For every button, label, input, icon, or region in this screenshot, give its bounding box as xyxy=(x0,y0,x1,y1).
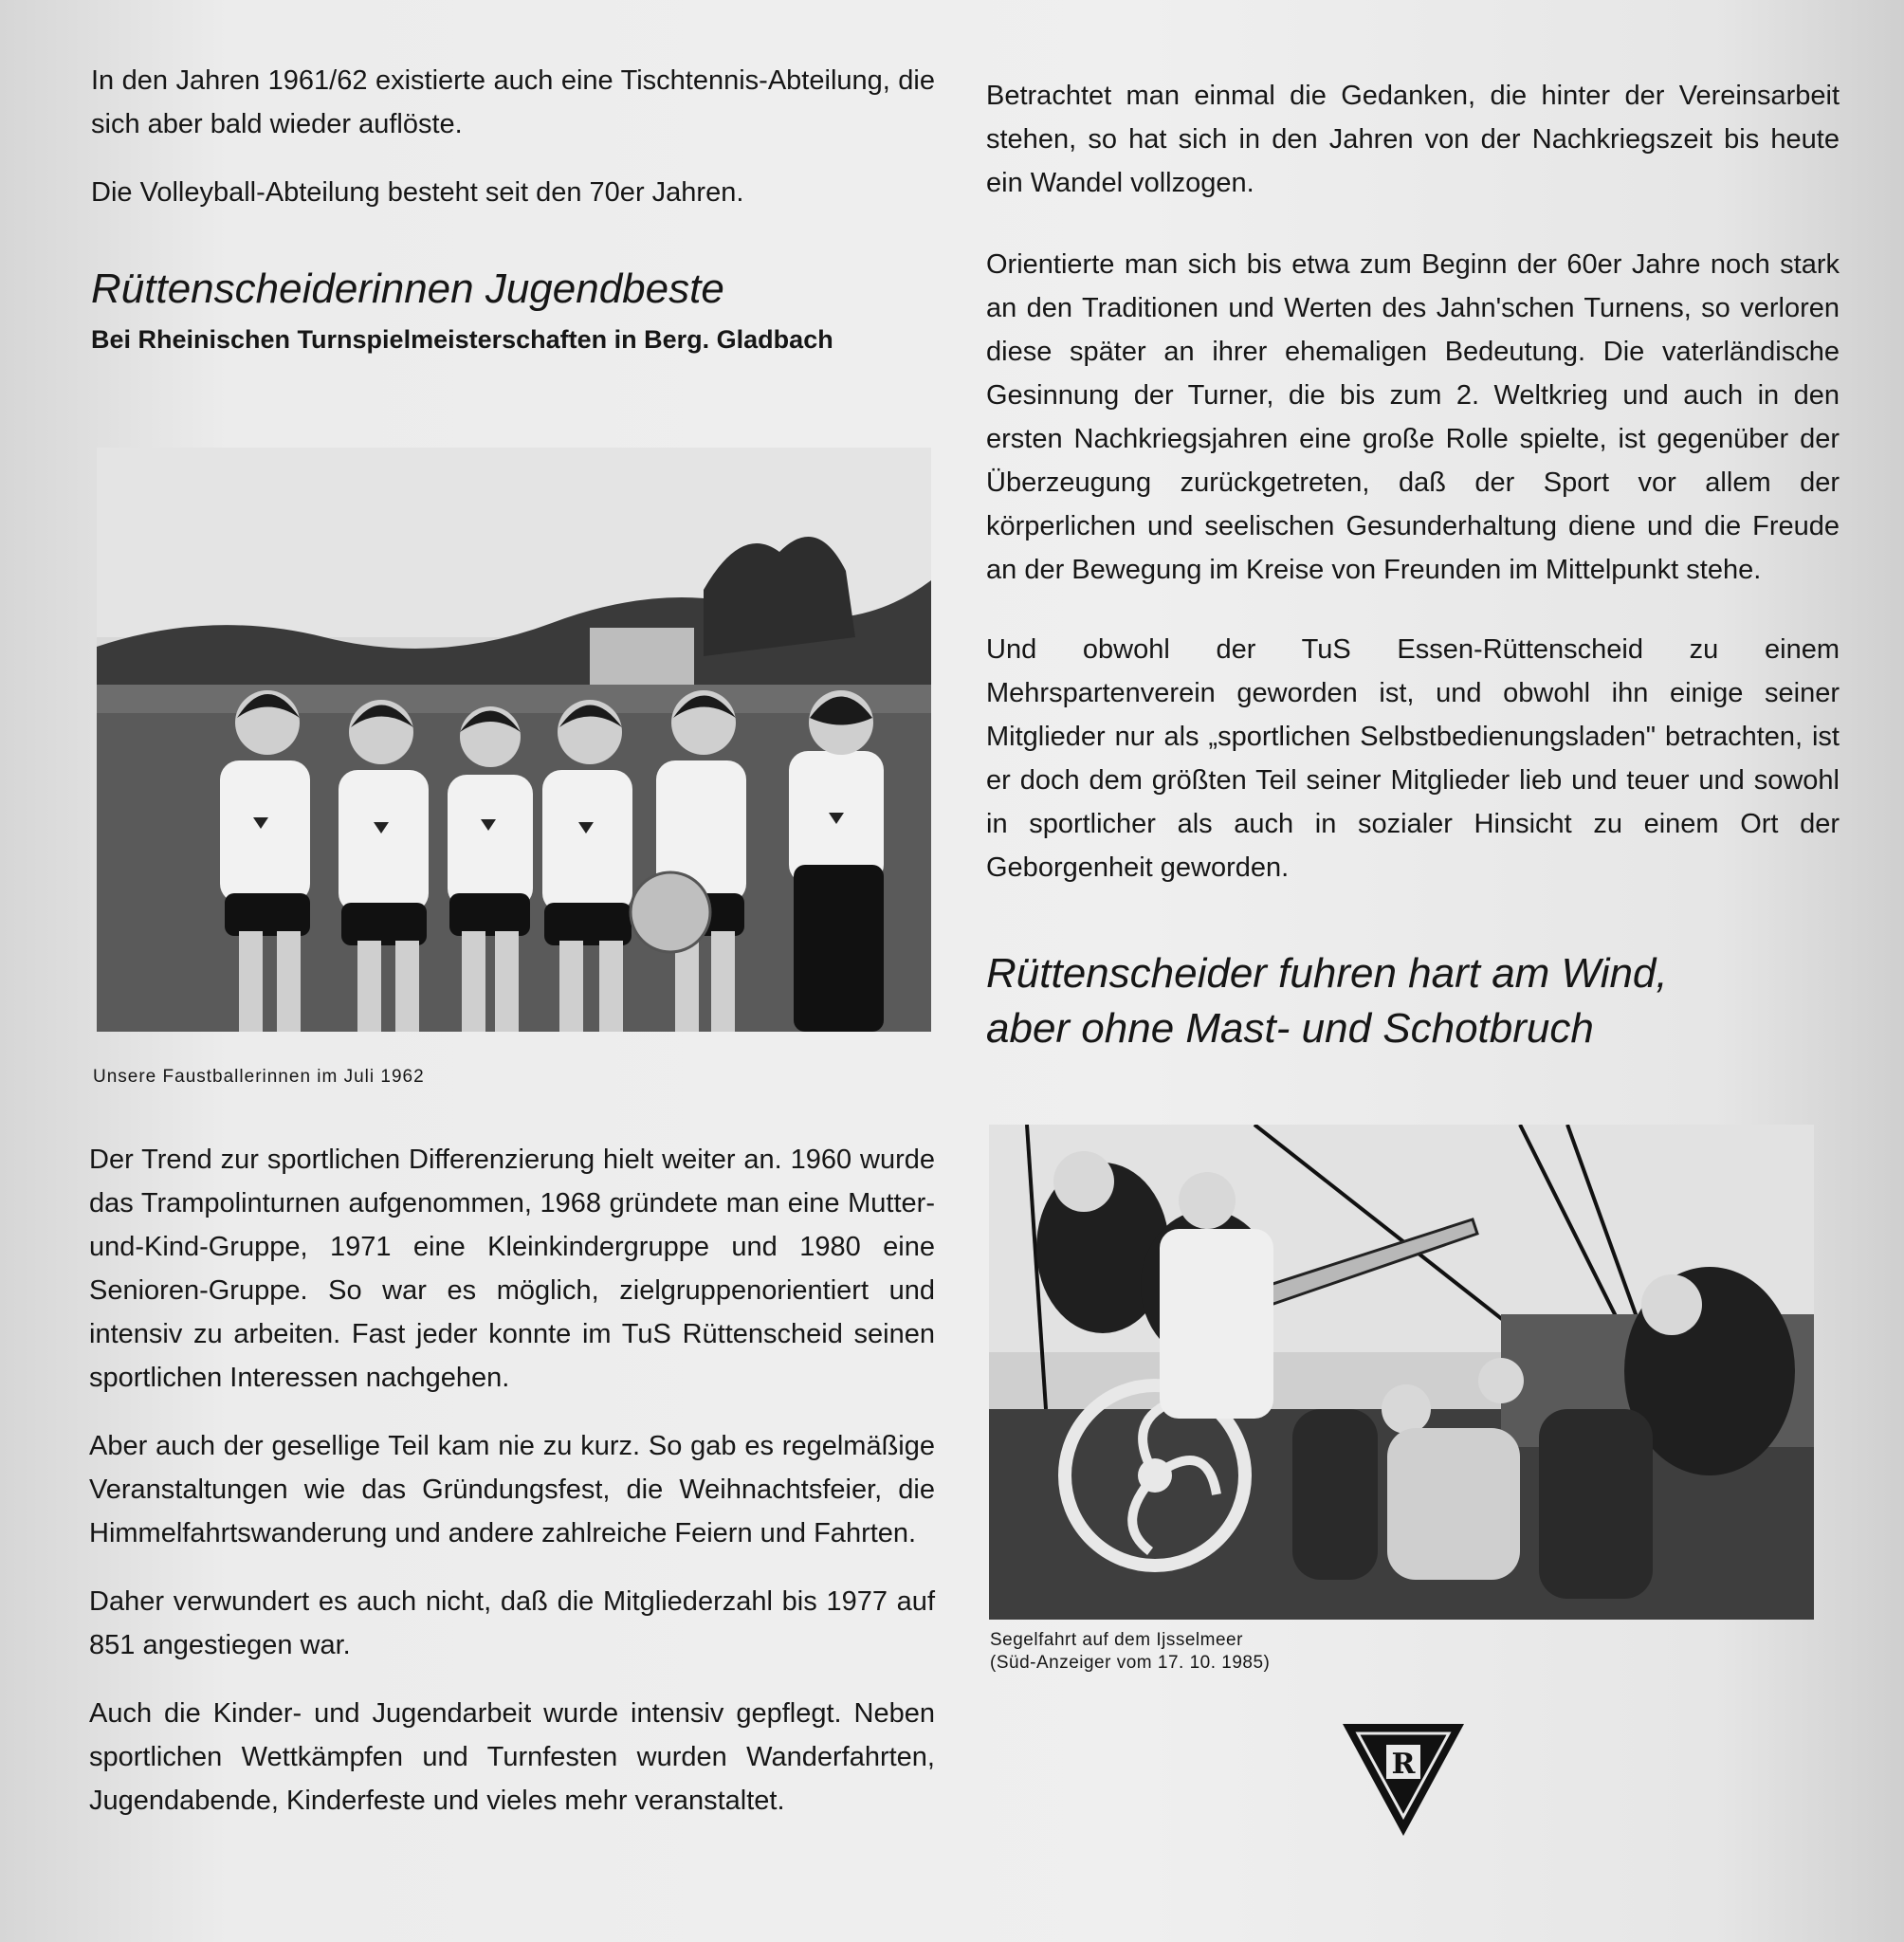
right-column xyxy=(986,59,1840,1056)
subheading-turnspiel: Bei Rheinischen Turnspielmeisterschaften in Berg. Gladbach xyxy=(91,325,833,354)
club-logo-triangle xyxy=(1337,1718,1470,1841)
caption-segelfahrt-line1: Segelfahrt auf dem Ijsselmeer xyxy=(990,1630,1243,1650)
paragraph-gesellig: Aber auch der gesellige Teil kam nie zu kurz. So gab es regelmäßige Veranstaltungen wie das Gründungsfest, die Weihnachtsfeier, die Himmelfahrtswanderung und andere zahlreiche Feiern und Fahrten. xyxy=(89,1431,935,1548)
paragraph-jugendarbeit: Auch die Kinder- und Jugendarbeit wurde intensiv gepflegt. Neben sportlichen Wettkämpfen und Turnfesten wurden Wanderfahrten, Jugendabende, Kinderfeste und vieles mehr veranstaltet. xyxy=(89,1698,935,1816)
paragraph-differenzierung: Der Trend zur sportlichen Differenzierung hielt weiter an. 1960 wurde das Trampolinturnen aufgenommen, 1968 gründete man eine Mutter-und-Kind-Gruppe, 1971 eine Kleinkindergruppe und 1980 eine Senioren-Gruppe. So war es möglich, zielgruppenorientiert und intensiv zu arbeiten. Fast jeder konnte im TuS Rüttenscheid seinen sportlichen Interessen nachgehen. xyxy=(89,1145,935,1393)
paragraph-volleyball: Die Volleyball-Abteilung besteht seit den 70er Jahren. xyxy=(91,177,744,208)
photo-faustballerinnen xyxy=(97,448,931,1032)
heading-hart-am-wind xyxy=(986,946,1840,1056)
photo-segelfahrt xyxy=(989,1125,1814,1620)
left-column-top xyxy=(91,59,944,357)
heading-jugendbeste: Rüttenscheiderinnen Jugendbeste xyxy=(91,266,724,312)
caption-segelfahrt xyxy=(990,1629,1270,1675)
photo-segelfahrt-image xyxy=(989,1125,1814,1620)
club-logo xyxy=(1337,1718,1470,1846)
left-column-bottom xyxy=(89,1138,935,1823)
club-logo-letter: R xyxy=(1391,1748,1416,1781)
paragraph-mehrsparten: Und obwohl der TuS Essen-Rüttenscheid zu einem Mehrspartenverein geworden ist, und obwohl ihn einige seiner Mitglieder nur als „sportlichen Selbstbedienungsladen" betrachten, ist er doch dem größten Teil seiner Mitglieder lieb und teuer und sowohl in sportlicher als auch in sozialer Hinsicht zu einem Ort der Geborgenheit geworden. xyxy=(986,634,1840,883)
heading-hart-am-wind-line1: Rüttenscheider fuhren hart am Wind, xyxy=(986,950,1668,997)
photo-faustballerinnen-image xyxy=(97,448,931,1032)
caption-segelfahrt-line2: (Süd-Anzeiger vom 17. 10. 1985) xyxy=(990,1653,1271,1673)
caption-faustballerinnen: Unsere Faustballerinnen im Juli 1962 xyxy=(93,1067,425,1087)
paragraph-traditionen: Orientierte man sich bis etwa zum Beginn der 60er Jahre noch stark an den Traditionen und Werten des Jahn'schen Turnens, so verloren diese später an ihrer ehemaligen Bedeutung. Die vaterländische Gesinnung der Turner, die bis zum 2. Weltkrieg und auch in den ersten Nachkriegsjahren eine große Rolle spielte, ist gegenüber der Überzeugung zurückgetreten, daß der Sport vor allem der körperlichen und seelischen Gesunderhaltung diene und die Freude an der Bewegung im Kreise von Freunden im Mittelpunkt stehe. xyxy=(986,249,1840,585)
paragraph-tischtennis: In den Jahren 1961/62 existierte auch eine Tischtennis-Abteilung, die sich aber bald wieder auflöste. xyxy=(91,65,935,139)
paragraph-gedanken: Betrachtet man einmal die Gedanken, die hinter der Vereinsarbeit stehen, so hat sich in den Jahren von der Nachkriegszeit bis heute ein Wandel vollzogen. xyxy=(986,81,1840,198)
paragraph-mitgliederzahl: Daher verwundert es auch nicht, daß die Mitgliederzahl bis 1977 auf 851 angestiegen war. xyxy=(89,1586,935,1660)
heading-hart-am-wind-line2: aber ohne Mast- und Schotbruch xyxy=(986,1005,1594,1052)
